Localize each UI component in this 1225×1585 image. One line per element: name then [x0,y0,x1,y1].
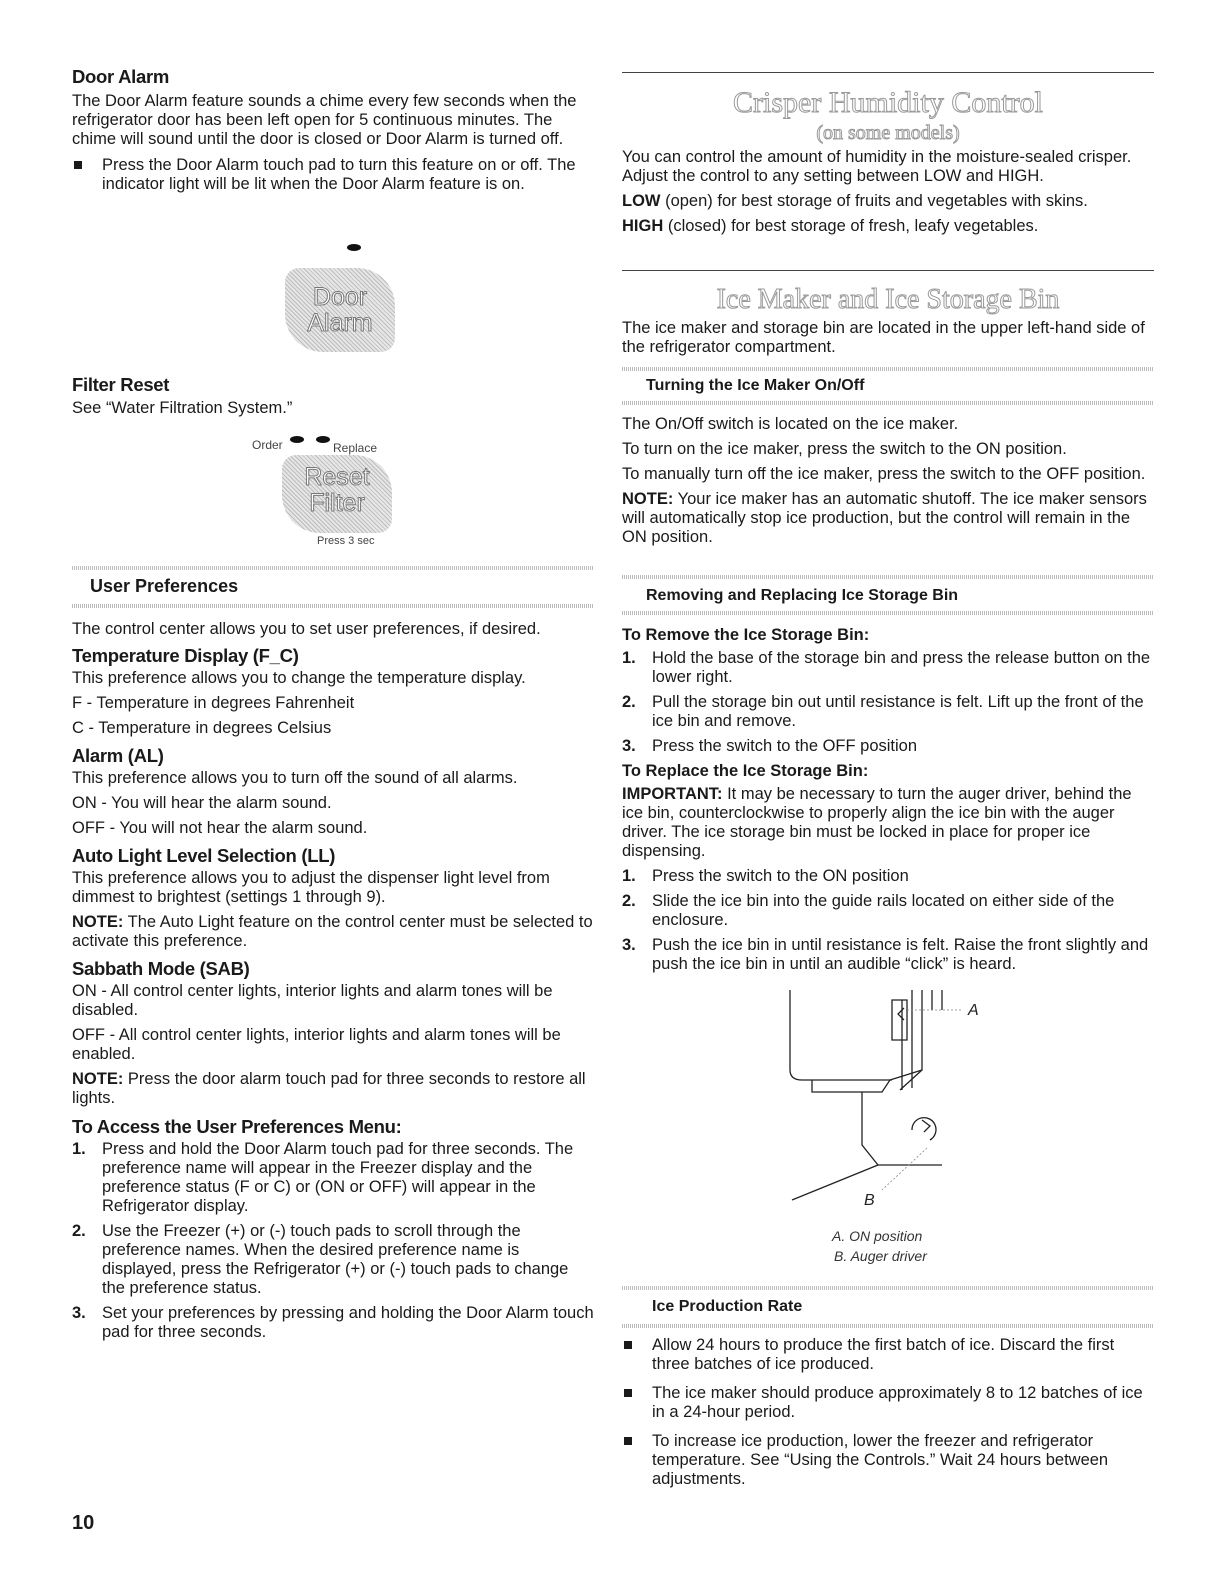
list-item: 3. Push the ice bin in until resistance is felt. Raise the front slightly and push the ice bin in until an audible “click” is heard. [622,936,1149,973]
onoff-p1: The On/Off switch is located on the ice maker. [622,415,959,433]
filter-reset-heading: Filter Reset [72,374,170,395]
alarm-heading: Alarm (AL) [72,745,164,766]
light-note: NOTE: The Auto Light feature on the control center must be selected to activate this preference. [72,913,593,950]
alarm-p2: ON - You will hear the alarm sound. [72,794,332,812]
onoff-p3: To manually turn off the ice maker, press the switch to the OFF position. [622,465,1146,483]
alarm-p1: This preference allows you to turn off the sound of all alarms. [72,769,518,787]
section-title: Removing and Replacing Ice Storage Bin [646,587,959,604]
removing-replacing-band [622,575,1154,613]
crisper-low: LOW (open) for best storage of fruits and vegetables with skins. [622,192,1088,210]
pad-label: Reset [304,463,370,491]
list-item: 1. Hold the base of the storage bin and press the release button on the lower right. [622,649,1151,686]
replace-heading: To Replace the Ice Storage Bin: [622,762,869,780]
list-item: 2. Use the Freezer (+) or (-) touch pads to scroll through the preference names. When the desired preference name is displayed, press the Refrigerator (+) or (-) touch pads to change the preference status. [72,1222,569,1297]
door-alarm-paragraph: The Door Alarm feature sounds a chime every few seconds when the refrigerator door has been left open for 5 continuous minutes. The chime will sound until the door is closed or Door Alarm is turned off. [72,92,577,148]
sabbath-heading: Sabbath Mode (SAB) [72,958,250,979]
list-item: The ice maker should produce approximately 8 to 12 batches of ice in a 24-hour period. [622,1384,1154,1422]
temp-p1: This preference allows you to change the temperature display. [72,669,526,687]
filter-reset-paragraph: See “Water Filtration System.” [72,399,293,417]
onoff-p2: To turn on the ice maker, press the switch to the ON position. [622,440,1067,458]
ice-production-band [622,1286,1154,1324]
section-title: Turning the Ice Maker On/Off [646,377,865,394]
order-light-icon [290,436,304,443]
replace-light-icon [316,436,330,443]
replace-label: Replace [333,441,378,455]
light-p1: This preference allows you to adjust the dispenser light level from dimmest to brightest (settings 1 through 9). [72,869,550,906]
press-3-sec-label: Press 3 sec [317,535,375,547]
pad-label: Alarm [307,309,373,337]
list-item: 2. Pull the storage bin out until resistance is felt. Lift up the front of the ice bin and remove. [622,693,1144,730]
list-item: 2. Slide the ice bin into the guide rails located on either side of the enclosure. [622,892,1115,929]
crisper-title: Crisper Humidity Control [733,86,1043,119]
crisper-p1: You can control the amount of humidity in the moisture-sealed crisper. Adjust the control to any setting between LOW and HIGH. [622,148,1132,185]
list-item: 3. Set your preferences by pressing and holding the Door Alarm touch pad for three seconds. [72,1304,594,1341]
divider [622,270,1154,271]
crisper-high: HIGH (closed) for best storage of fresh, leafy vegetables. [622,217,1039,235]
list-item: Allow 24 hours to produce the first batch of ice. Discard the first three batches of ice produced. [622,1336,1154,1374]
temp-p2: F - Temperature in degrees Fahrenheit [72,694,355,712]
temp-p3: C - Temperature in degrees Celsius [72,719,332,737]
turning-on-off-band [622,367,1154,405]
list-item: 1. Press the switch to the ON position [622,867,909,885]
important-note: IMPORTANT: It may be necessary to turn the auger driver, behind the ice bin, counterclockwise to properly align the ice bin with the auger driver. The ice storage bin must be locked in place for proper ice dispensing. [622,785,1132,860]
door-alarm-touch-pad [285,268,395,352]
page-number: 10 [72,1512,95,1534]
caption-a: A. ON position [832,1228,923,1244]
onoff-note: NOTE: Your ice maker has an automatic shutoff. The ice maker sensors will automatically stop ice production, but the control will remain in the ON position. [622,490,1147,546]
sabbath-p2: OFF - All control center lights, interior lights and alarm tones will be enabled. [72,1026,561,1063]
list-item: To increase ice production, lower the freezer and refrigerator temperature. See “Using the Controls.” Wait 24 hours between adjustments. [622,1432,1154,1489]
divider [622,72,1154,73]
order-label: Order [252,438,283,452]
alarm-p3: OFF - You will not hear the alarm sound. [72,819,368,837]
figure-label-b: B [864,1192,875,1209]
pad-label: Door [312,283,368,311]
section-title: User Preferences [90,576,239,596]
reset-filter-touch-pad [282,455,392,533]
user-prefs-intro: The control center allows you to set user preferences, if desired. [72,620,541,638]
door-alarm-bullet: Press the Door Alarm touch pad to turn this feature on or off. The indicator light will be lit when the Door Alarm feature is on. [72,156,594,194]
door-alarm-heading: Door Alarm [72,66,170,87]
section-title: Ice Production Rate [652,1298,803,1315]
figure-label-a: A [968,1002,979,1019]
list-item: 3. Press the switch to the OFF position [622,737,918,755]
temperature-display-heading: Temperature Display (F_C) [72,645,299,666]
sabbath-p1: ON - All control center lights, interior lights and alarm tones will be disabled. [72,982,553,1019]
pad-label: Filter [309,489,365,517]
ice-p1: The ice maker and storage bin are located in the upper left-hand side of the refrigerator compartment. [622,319,1145,356]
caption-b: B. Auger driver [834,1248,927,1264]
sabbath-note: NOTE: Press the door alarm touch pad for three seconds to restore all lights. [72,1070,586,1107]
ice-bin-illustration [772,980,992,1220]
access-menu-heading: To Access the User Preferences Menu: [72,1116,402,1137]
auto-light-heading: Auto Light Level Selection (LL) [72,845,336,866]
indicator-light-icon [347,244,361,251]
user-preferences-band [72,566,594,604]
remove-heading: To Remove the Ice Storage Bin: [622,626,870,644]
list-item: 1. Press and hold the Door Alarm touch pad for three seconds. The preference name will appear in the Freezer display and the preference status (F or C) or (ON or OFF) will appear in the Refrigerator display. [72,1140,574,1215]
ice-maker-title: Ice Maker and Ice Storage Bin [716,284,1060,315]
crisper-subtitle: (on some models) [816,122,960,144]
